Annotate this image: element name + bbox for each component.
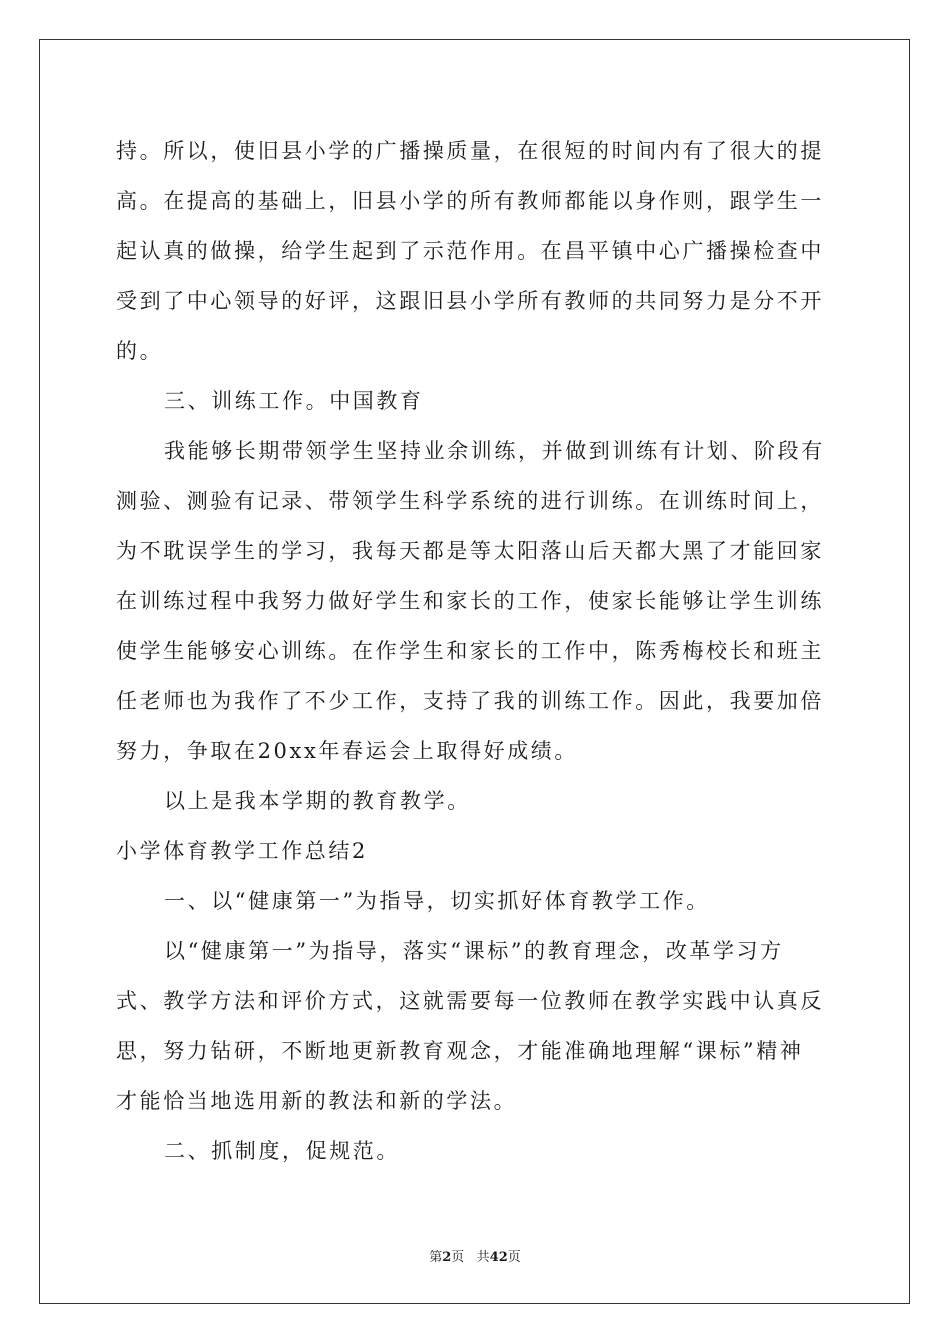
text-line: 式、教学方法和评价方式，这就需要每一位教师在教学实践中认真反 (116, 989, 824, 1013)
document-title: 小学体育教学工作总结2 (116, 839, 368, 863)
page-footer (0, 1246, 950, 1265)
total-prefix: 共 (476, 1250, 490, 1265)
page-number: 2 (442, 1250, 452, 1265)
text-line: 持。所以，使旧县小学的广播操质量，在很短的时间内有了很大的提 (116, 139, 824, 163)
text-line: 才能恰当地选用新的教法和新的学法。 (116, 1089, 518, 1113)
text-line: 的。 (116, 339, 164, 363)
text-line: 在训练过程中我努力做好学生和家长的工作，使家长能够让学生训练 (116, 589, 824, 613)
text-line: 受到了中心领导的好评，这跟旧县小学所有教师的共同努力是分不开 (116, 289, 824, 313)
page-prefix: 第 (429, 1250, 443, 1265)
text-line: 努力，争取在20xx年春运会上取得好成绩。 (116, 739, 579, 763)
text-line: 任老师也为我作了不少工作，支持了我的训练工作。因此，我要加倍 (116, 689, 824, 713)
section-heading: 二、抓制度，促规范。 (164, 1139, 400, 1163)
text-line: 以“健康第一”为指导，落实“课标”的教育理念，改革学习方 (164, 939, 784, 963)
text-line: 测验、测验有记录、带领学生科学系统的进行训练。在训练时间上， (116, 489, 824, 513)
text-line: 以上是我本学期的教育教学。 (164, 789, 471, 813)
text-line: 起认真的做操，给学生起到了示范作用。在昌平镇中心广播操检查中 (116, 239, 824, 263)
section-heading: 三、训练工作。中国教育 (164, 389, 424, 413)
page-suffix: 页 (451, 1250, 465, 1265)
text-line: 我能够长期带领学生坚持业余训练，并做到训练有计划、阶段有 (164, 439, 825, 463)
total-suffix: 页 (507, 1250, 521, 1265)
text-line: 高。在提高的基础上，旧县小学的所有教师都能以身作则，跟学生一 (116, 189, 824, 213)
text-line: 思，努力钻研，不断地更新教育观念，才能准确地理解“课标”精神 (116, 1039, 804, 1063)
section-heading: 一、以“健康第一”为指导，切实抓好体育教学工作。 (164, 889, 710, 913)
total-pages: 42 (489, 1250, 508, 1265)
text-line: 为不耽误学生的学习，我每天都是等太阳落山后天都大黑了才能回家 (116, 539, 824, 563)
text-line: 使学生能够安心训练。在作学生和家长的工作中，陈秀梅校长和班主 (116, 639, 824, 663)
